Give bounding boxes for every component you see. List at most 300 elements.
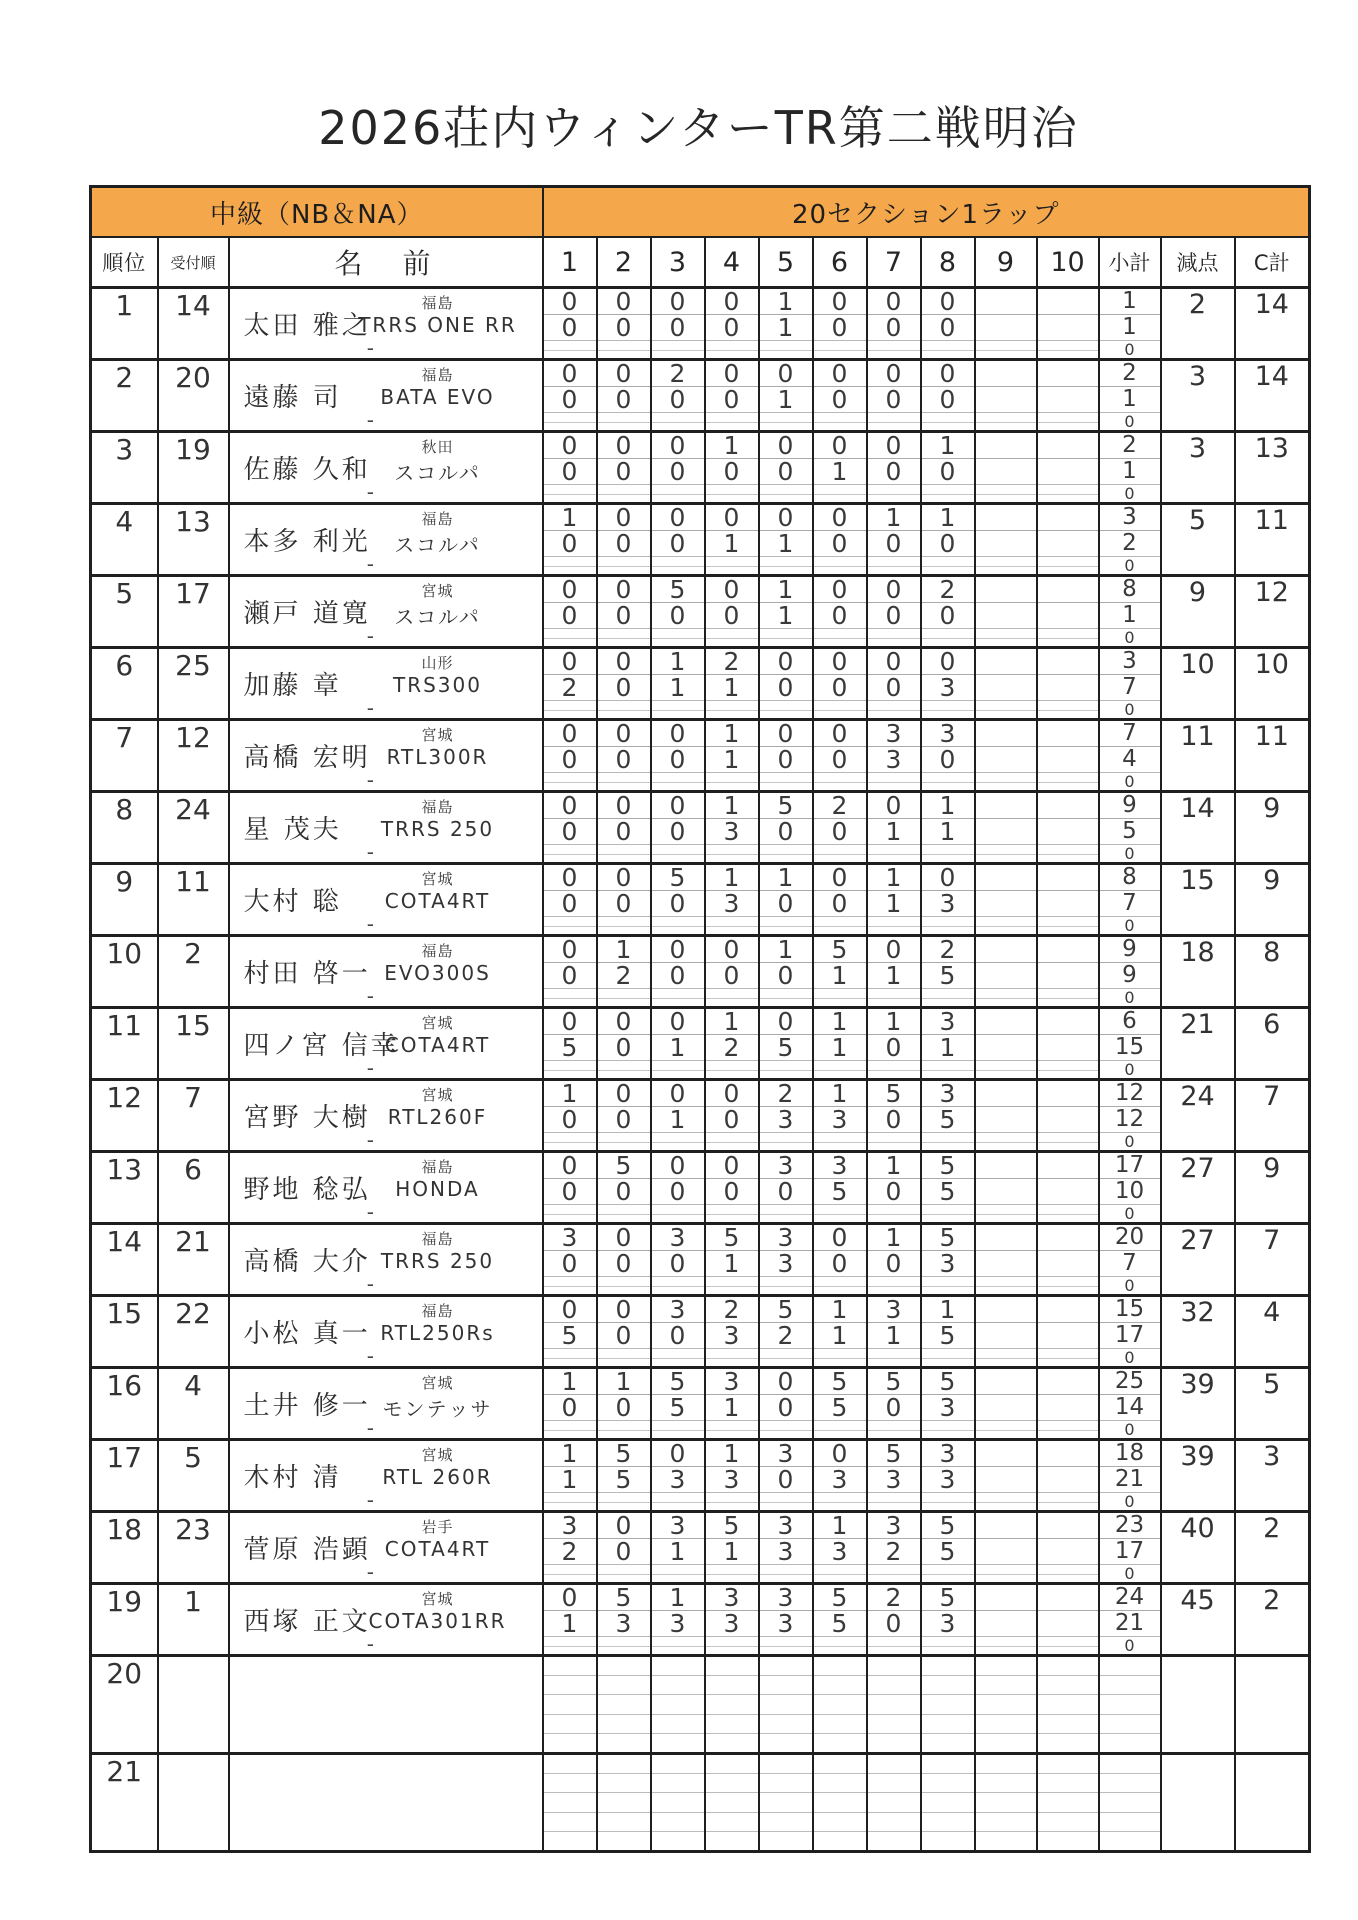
blank-strip [760, 844, 812, 854]
lap1-subtotal: 2 [1122, 360, 1137, 386]
section-score-cell-2 [597, 936, 651, 1008]
lap1-score: 5 [777, 1295, 794, 1324]
lap2-score: 0 [598, 674, 650, 700]
blank-strip [652, 1358, 704, 1366]
extra-subtotal: 0 [1100, 412, 1160, 430]
blank-strip [976, 1492, 1036, 1502]
rider-prefecture: 宮城 [421, 1446, 454, 1464]
lap1-score: 1 [723, 791, 740, 820]
blank-strip [976, 700, 1036, 710]
blank-strip [922, 1070, 974, 1078]
blank-strip [544, 854, 596, 862]
rider-name-box [230, 1153, 542, 1222]
empty-strip [868, 1657, 920, 1675]
lap2-score: 1 [544, 1466, 596, 1492]
section-score-cell-5 [759, 1152, 813, 1224]
blank-strip [976, 1636, 1036, 1646]
blank-strip [1038, 484, 1098, 494]
blank-strip [1038, 772, 1098, 782]
blank-strip [814, 1636, 866, 1646]
section-score-cell-6 [813, 1008, 867, 1080]
score-strips [922, 721, 974, 790]
lap2-score: 0 [544, 962, 596, 988]
section-score-cell-7 [867, 288, 921, 360]
blank-strip [814, 566, 866, 574]
blank-strip [760, 1492, 812, 1502]
blank-strip [706, 350, 758, 358]
blank-strip [652, 1276, 704, 1286]
penalty-cell: 9 [1161, 576, 1235, 648]
score-strips [868, 1585, 920, 1654]
empty-strip [868, 1831, 920, 1850]
score-strips [868, 433, 920, 502]
rider-prefecture: 宮城 [421, 726, 454, 744]
section-score-cell-8 [921, 936, 975, 1008]
blank-strip [706, 1142, 758, 1150]
lap2-score: 0 [760, 1178, 812, 1204]
blank-strip [922, 782, 974, 790]
lap1-score: 1 [831, 1079, 848, 1108]
section-header: 20セクション1ラップ [543, 187, 1310, 238]
lap2-score: 3 [706, 1610, 758, 1636]
blank-strip [706, 998, 758, 1006]
blank-strip [814, 926, 866, 934]
lap1-score [976, 721, 1036, 746]
lap2-score: 0 [814, 314, 866, 340]
section-score-cell-8 [921, 504, 975, 576]
clean-total-cell [1235, 1656, 1310, 1754]
subtotal-strips [1100, 721, 1160, 790]
lap2-score: 0 [706, 314, 758, 340]
entry-cell [158, 1656, 229, 1754]
section-score-cell-8 [921, 1656, 975, 1754]
subtotal-cell [1099, 1584, 1161, 1656]
blank-strip [598, 998, 650, 1006]
empty-strip [1038, 1755, 1098, 1773]
section-score-cell-9 [975, 504, 1037, 576]
blank-strip [976, 1420, 1036, 1430]
lap2-score: 0 [598, 602, 650, 628]
blank-strip [706, 484, 758, 494]
section-score-cell-2 [597, 1656, 651, 1754]
clean-total-cell: 11 [1235, 504, 1310, 576]
blank-strip [868, 1574, 920, 1582]
lap1-score: 0 [885, 287, 902, 316]
rider-name-box [230, 577, 542, 646]
rider-prefecture: 福島 [421, 1230, 454, 1248]
rider-name-box [230, 865, 542, 934]
lap1-score: 5 [669, 575, 686, 604]
section-score-cell-10 [1037, 1656, 1099, 1754]
rider-name-box [230, 289, 542, 358]
score-strips [922, 1657, 974, 1752]
rider-machine: TRRS ONE RR [358, 313, 517, 337]
section-score-cell-6 [813, 1656, 867, 1754]
blank-strip [868, 412, 920, 422]
extra-subtotal: 0 [1100, 340, 1160, 358]
lap2-score: 0 [652, 890, 704, 916]
blank-strip [544, 566, 596, 574]
name-dash: - [366, 552, 374, 576]
score-strips [544, 1585, 596, 1654]
lap1-score: 0 [885, 791, 902, 820]
rider-name-box [230, 1297, 542, 1366]
score-strips [976, 433, 1036, 502]
score-strips [922, 1225, 974, 1294]
blank-strip [598, 628, 650, 638]
blank-strip [760, 782, 812, 790]
lap1-score [1038, 1009, 1098, 1034]
subtotal-strips [1100, 937, 1160, 1006]
clean-total-cell: 12 [1235, 576, 1310, 648]
penalty-cell: 14 [1161, 792, 1235, 864]
blank-strip [814, 1348, 866, 1358]
section-score-cell-10 [1037, 1224, 1099, 1296]
lap1-score: 5 [939, 1151, 956, 1180]
rider-machine: モンテッサ [382, 1397, 493, 1421]
rider-row-3 [91, 432, 1310, 504]
rider-prefecture: 山形 [421, 654, 454, 672]
lap2-score [976, 1034, 1036, 1060]
blank-strip [868, 854, 920, 862]
section-score-cell-2 [597, 1296, 651, 1368]
name-dash: - [366, 696, 374, 720]
empty-strip [868, 1773, 920, 1792]
rider-name: 遠藤 司 [243, 383, 342, 413]
empty-strip [706, 1694, 758, 1713]
score-strips [652, 937, 704, 1006]
lap1-score: 0 [777, 359, 794, 388]
lap2-score: 0 [598, 746, 650, 772]
lap1-score: 1 [615, 1367, 632, 1396]
score-strips [760, 1369, 812, 1438]
lap1-score: 0 [615, 359, 632, 388]
empty-strip [1100, 1773, 1160, 1792]
lap2-score: 1 [760, 530, 812, 556]
blank-strip [706, 628, 758, 638]
lap1-score: 0 [561, 791, 578, 820]
rider-row-7 [91, 720, 1310, 792]
score-strips [814, 1585, 866, 1654]
empty-strip [976, 1733, 1036, 1752]
blank-strip [814, 628, 866, 638]
score-strips [922, 289, 974, 358]
blank-strip [1038, 1564, 1098, 1574]
blank-strip [706, 1502, 758, 1510]
score-strips [868, 505, 920, 574]
empty-strip [598, 1792, 650, 1811]
blank-strip [976, 340, 1036, 350]
blank-strip [544, 916, 596, 926]
score-strips [652, 1153, 704, 1222]
blank-strip [814, 700, 866, 710]
score-strips [652, 289, 704, 358]
score-strips [814, 793, 866, 862]
lap2-score: 0 [868, 1034, 920, 1060]
empty-strip [652, 1792, 704, 1811]
section-score-cell-1 [543, 1296, 597, 1368]
empty-strip [1100, 1657, 1160, 1675]
blank-strip [652, 1214, 704, 1222]
section-score-cell-3 [651, 1440, 705, 1512]
blank-strip [1038, 998, 1098, 1006]
name-cell [229, 1152, 543, 1224]
blank-strip [544, 1564, 596, 1574]
rank-cell: 9 [115, 865, 134, 898]
lap1-score: 1 [777, 863, 794, 892]
rider-row-21 [91, 1754, 1310, 1852]
extra-subtotal: 0 [1100, 556, 1160, 574]
score-strips [706, 649, 758, 718]
lap1-score: 2 [777, 1079, 794, 1108]
lap2-score: 5 [814, 1394, 866, 1420]
score-strips [868, 649, 920, 718]
lap2-score [1038, 1466, 1098, 1492]
section-score-cell-7 [867, 864, 921, 936]
penalty-cell: 27 [1161, 1224, 1235, 1296]
empty-strip [544, 1657, 596, 1675]
score-strips [760, 1755, 812, 1850]
lap1-score: 3 [669, 1223, 686, 1252]
section-score-cell-3 [651, 1754, 705, 1852]
rider-name-box [230, 1225, 542, 1294]
section-score-cell-9 [975, 1080, 1037, 1152]
lap2-score: 0 [598, 1034, 650, 1060]
blank-strip [1038, 1070, 1098, 1078]
score-strips [868, 1657, 920, 1752]
lap2-score [1038, 386, 1098, 412]
subtotal-strips [1100, 577, 1160, 646]
blank-strip [544, 350, 596, 358]
section-score-cell-1 [543, 288, 597, 360]
section-score-cell-1 [543, 504, 597, 576]
lap1-score: 0 [615, 503, 632, 532]
blank-strip [760, 412, 812, 422]
score-strips [760, 1513, 812, 1582]
blank-strip [922, 422, 974, 430]
lap1-subtotal: 3 [1122, 648, 1137, 674]
empty-strip [922, 1831, 974, 1850]
blank-strip [544, 422, 596, 430]
lap1-score: 0 [723, 1079, 740, 1108]
score-strips [706, 361, 758, 430]
lap1-score: 0 [777, 647, 794, 676]
lap1-score: 1 [831, 1295, 848, 1324]
blank-strip [544, 700, 596, 710]
lap2-score: 3 [760, 1250, 812, 1276]
blank-strip [544, 628, 596, 638]
blank-strip [922, 1142, 974, 1150]
section-score-cell-3 [651, 1152, 705, 1224]
lap2-score: 1 [814, 962, 866, 988]
blank-strip [814, 998, 866, 1006]
lap2-score [1038, 1538, 1098, 1564]
lap2-score: 0 [598, 1322, 650, 1348]
lap1-score: 1 [885, 863, 902, 892]
clean-total-cell: 4 [1235, 1296, 1310, 1368]
section-score-cell-4 [705, 1080, 759, 1152]
empty-strip [652, 1675, 704, 1694]
score-strips [598, 361, 650, 430]
rider-name: 本多 利光 [243, 527, 371, 557]
empty-strip [598, 1714, 650, 1733]
score-strips [652, 1297, 704, 1366]
rider-row-2 [91, 360, 1310, 432]
blank-strip [922, 1060, 974, 1070]
blank-strip [598, 1286, 650, 1294]
lap1-score [976, 577, 1036, 602]
lap1-subtotal: 17 [1114, 1152, 1145, 1178]
section-score-cell-4 [705, 1656, 759, 1754]
score-strips [706, 1755, 758, 1850]
section-score-cell-3 [651, 1008, 705, 1080]
section-score-cell-6 [813, 576, 867, 648]
score-strips [760, 1081, 812, 1150]
score-strips [706, 865, 758, 934]
lap2-score [976, 890, 1036, 916]
lap1-score [1038, 1513, 1098, 1538]
blank-strip [544, 1430, 596, 1438]
lap2-score: 3 [814, 1538, 866, 1564]
blank-strip [652, 782, 704, 790]
col-rank: 順位 [91, 237, 158, 288]
score-strips [814, 1081, 866, 1150]
rider-origin [340, 1372, 536, 1422]
empty-strip [760, 1733, 812, 1752]
lap1-score: 2 [723, 1295, 740, 1324]
blank-strip [544, 1060, 596, 1070]
entry-cell: 13 [158, 504, 229, 576]
blank-strip [706, 1358, 758, 1366]
rider-origin [340, 1444, 536, 1489]
name-cell [229, 360, 543, 432]
rider-machine: EVO300S [384, 961, 491, 985]
lap2-score: 0 [706, 1106, 758, 1132]
score-strips [544, 289, 596, 358]
name-dash: - [366, 624, 374, 648]
section-score-cell-5 [759, 432, 813, 504]
blank-strip [706, 772, 758, 782]
section-score-cell-5 [759, 864, 813, 936]
extra-subtotal: 0 [1100, 916, 1160, 934]
blank-strip [976, 988, 1036, 998]
blank-strip [544, 988, 596, 998]
score-strips [706, 1225, 758, 1294]
lap1-score: 3 [939, 719, 956, 748]
lap2-score [1038, 458, 1098, 484]
clean-total-cell [1235, 1754, 1310, 1852]
score-strips [814, 937, 866, 1006]
lap2-score: 0 [922, 386, 974, 412]
section-score-cell-8 [921, 1512, 975, 1584]
score-strips [598, 1513, 650, 1582]
empty-strip [976, 1714, 1036, 1733]
lap1-score: 2 [831, 791, 848, 820]
blank-strip [760, 556, 812, 566]
section-score-cell-4 [705, 1224, 759, 1296]
extra-subtotal: 0 [1100, 1420, 1160, 1438]
lap1-score: 0 [615, 719, 632, 748]
lap2-score: 0 [922, 458, 974, 484]
score-strips [814, 433, 866, 502]
name-dash: - [366, 840, 374, 864]
lap1-score [1038, 937, 1098, 962]
subtotal-cell [1099, 288, 1161, 360]
lap1-score: 5 [831, 1367, 848, 1396]
blank-strip [1038, 1214, 1098, 1222]
empty-strip [1100, 1831, 1160, 1850]
clean-total-cell: 9 [1235, 1152, 1310, 1224]
lap1-score: 0 [831, 1223, 848, 1252]
score-strips [598, 1657, 650, 1752]
lap1-score: 5 [669, 1367, 686, 1396]
section-score-cell-7 [867, 504, 921, 576]
score-strips [544, 937, 596, 1006]
extra-subtotal: 0 [1100, 1636, 1160, 1654]
rider-origin [340, 436, 536, 486]
score-strips [814, 361, 866, 430]
score-strips [814, 865, 866, 934]
section-score-cell-7 [867, 576, 921, 648]
blank-strip [814, 844, 866, 854]
blank-strip [760, 1564, 812, 1574]
blank-strip [598, 1142, 650, 1150]
empty-strip [544, 1812, 596, 1831]
section-score-cell-6 [813, 1584, 867, 1656]
subtotal-cell [1099, 1440, 1161, 1512]
rider-name: 木村 清 [243, 1463, 342, 1493]
score-strips [706, 1369, 758, 1438]
blank-strip [868, 1358, 920, 1366]
score-strips [814, 721, 866, 790]
blank-strip [922, 1214, 974, 1222]
rider-origin [340, 652, 536, 697]
score-strips [760, 433, 812, 502]
blank-strip [1038, 350, 1098, 358]
col-section-1: 1 [543, 237, 597, 288]
rider-machine: COTA4RT [384, 1537, 491, 1561]
blank-strip [598, 638, 650, 646]
blank-strip [760, 1502, 812, 1510]
blank-strip [868, 1636, 920, 1646]
rider-name: 小松 真一 [243, 1319, 371, 1349]
score-strips [544, 1657, 596, 1752]
blank-strip [706, 854, 758, 862]
score-strips [652, 1755, 704, 1850]
lap1-score: 0 [615, 1223, 632, 1252]
rider-machine: TRRS 250 [380, 817, 495, 841]
lap1-score [1038, 1441, 1098, 1466]
empty-strip [1100, 1755, 1160, 1773]
score-strips [1038, 1081, 1098, 1150]
lap2-score: 0 [760, 962, 812, 988]
empty-strip [922, 1694, 974, 1713]
blank-strip [652, 1430, 704, 1438]
section-score-cell-5 [759, 936, 813, 1008]
extra-subtotal: 0 [1100, 1276, 1160, 1294]
section-score-cell-1 [543, 936, 597, 1008]
col-section-7: 7 [867, 237, 921, 288]
name-cell [229, 1080, 543, 1152]
blank-strip [652, 1492, 704, 1502]
lap2-score: 0 [868, 314, 920, 340]
lap2-score: 2 [760, 1322, 812, 1348]
blank-strip [760, 1214, 812, 1222]
blank-strip [976, 854, 1036, 862]
empty-strip [814, 1657, 866, 1675]
blank-strip [868, 1132, 920, 1142]
lap2-score: 0 [868, 386, 920, 412]
